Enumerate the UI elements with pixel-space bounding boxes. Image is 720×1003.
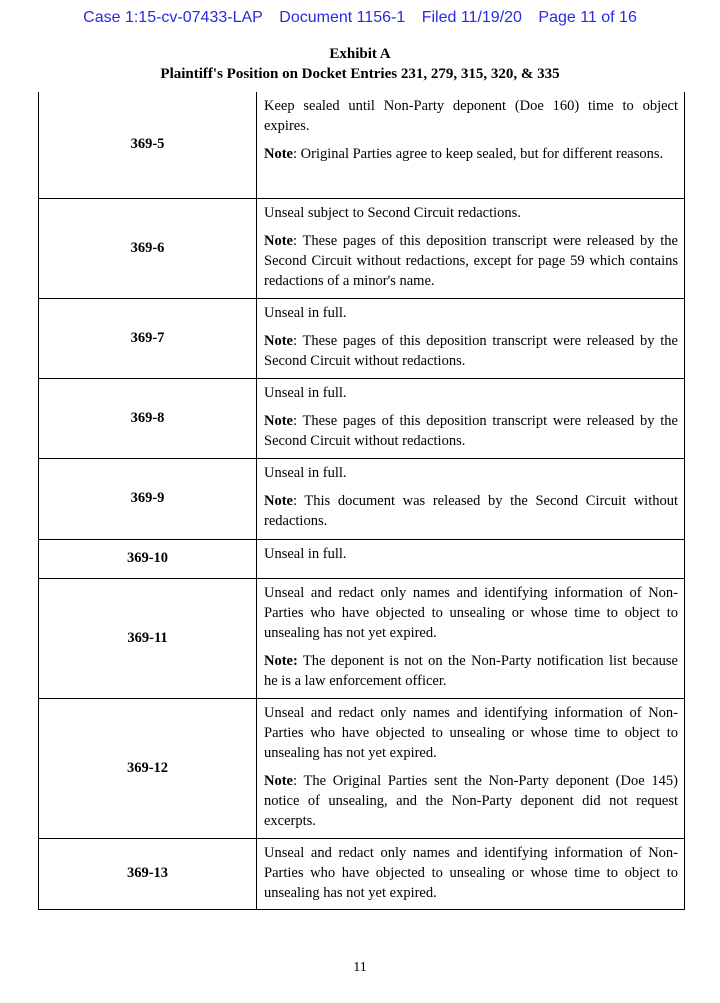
- note-text: Note: These pages of this deposition transcript were released by the Second Circuit without redactions.: [264, 412, 678, 449]
- entry-id: 369-8: [39, 378, 257, 458]
- position-text: Unseal in full.: [264, 304, 347, 321]
- position-text: Unseal and redact only names and identifying information of Non-Parties who have objected to unsealing or whose time to object to unsealing has not yet expired.: [264, 584, 678, 641]
- entry-position: [257, 458, 685, 539]
- document-number: Document 1156-1: [279, 9, 406, 26]
- note-label: Note: [264, 492, 293, 509]
- entry-position: [257, 578, 685, 698]
- entry-id: 369-10: [39, 539, 257, 578]
- entry-id: 369-12: [39, 698, 257, 838]
- entry-id: 369-11: [39, 578, 257, 698]
- note-text: Note: The Original Parties sent the Non-Party deponent (Doe 145) notice of unsealing, and the Non-Party deponent did not request excerpts.: [264, 772, 678, 829]
- page-number: 11: [353, 960, 367, 975]
- entry-id: 369-6: [39, 198, 257, 298]
- table-row: [39, 539, 685, 578]
- note-text: Note: The deponent is not on the Non-Party notification list because he is a law enforcement officer.: [264, 652, 678, 689]
- note-text: Note: These pages of this deposition transcript were released by the Second Circuit without redactions, except for page 59 which contains redactions of a minor's name.: [264, 232, 678, 289]
- note-label: Note: [264, 772, 293, 789]
- entry-position: [257, 838, 685, 909]
- position-text: Unseal and redact only names and identifying information of Non-Parties who have objected to unsealing or whose time to object to unsealing has not yet expired.: [264, 704, 678, 761]
- note-label: Note: [264, 332, 293, 349]
- filed-date: Filed 11/19/20: [421, 9, 522, 26]
- exhibit-subtitle: Plaintiff's Position on Docket Entries 231, 279, 315, 320, & 335: [160, 66, 560, 82]
- position-text: Unseal and redact only names and identifying information of Non-Parties who have objected to unsealing or whose time to object to unsealing has not yet expired.: [264, 844, 678, 901]
- position-text: Unseal in full.: [264, 384, 347, 401]
- page-indicator: Page 11 of 16: [538, 9, 637, 26]
- table-row: [39, 92, 685, 198]
- entry-position: [257, 539, 685, 578]
- case-number: Case 1:15-cv-07433-LAP: [83, 9, 263, 26]
- note-label: Note: [264, 412, 293, 429]
- docket-header: [0, 9, 720, 27]
- position-text: Unseal subject to Second Circuit redactions.: [264, 204, 521, 221]
- table-row: [39, 298, 685, 378]
- entry-id: 369-7: [39, 298, 257, 378]
- table-row: [39, 458, 685, 539]
- note-text: Note: These pages of this deposition transcript were released by the Second Circuit without redactions.: [264, 332, 678, 369]
- table-row: [39, 378, 685, 458]
- table-row: [39, 578, 685, 698]
- note-label: Note: [264, 146, 293, 162]
- note-label: Note:: [264, 652, 298, 669]
- entry-position: [257, 92, 685, 198]
- position-text: Unseal in full.: [264, 464, 347, 481]
- entry-position: [257, 378, 685, 458]
- exhibit-label: Exhibit A: [329, 46, 391, 62]
- entry-position: [257, 298, 685, 378]
- entry-position: [257, 198, 685, 298]
- table-row: [39, 698, 685, 838]
- entry-id: 369-9: [39, 458, 257, 539]
- position-text: Keep sealed until Non-Party deponent (Doe 160) time to object expires.: [264, 98, 678, 134]
- entry-id: 369-5: [39, 92, 257, 198]
- entry-position: [257, 698, 685, 838]
- position-text: Unseal in full.: [264, 545, 347, 562]
- table-row: [39, 198, 685, 298]
- entry-id: 369-13: [39, 838, 257, 909]
- table-row: [39, 838, 685, 909]
- note-label: Note: [264, 232, 293, 249]
- docket-table: [38, 92, 685, 910]
- exhibit-title: [0, 44, 720, 84]
- note-text: Note: Original Parties agree to keep sealed, but for different reasons.: [264, 146, 664, 162]
- note-text: Note: This document was released by the Second Circuit without redactions.: [264, 492, 678, 529]
